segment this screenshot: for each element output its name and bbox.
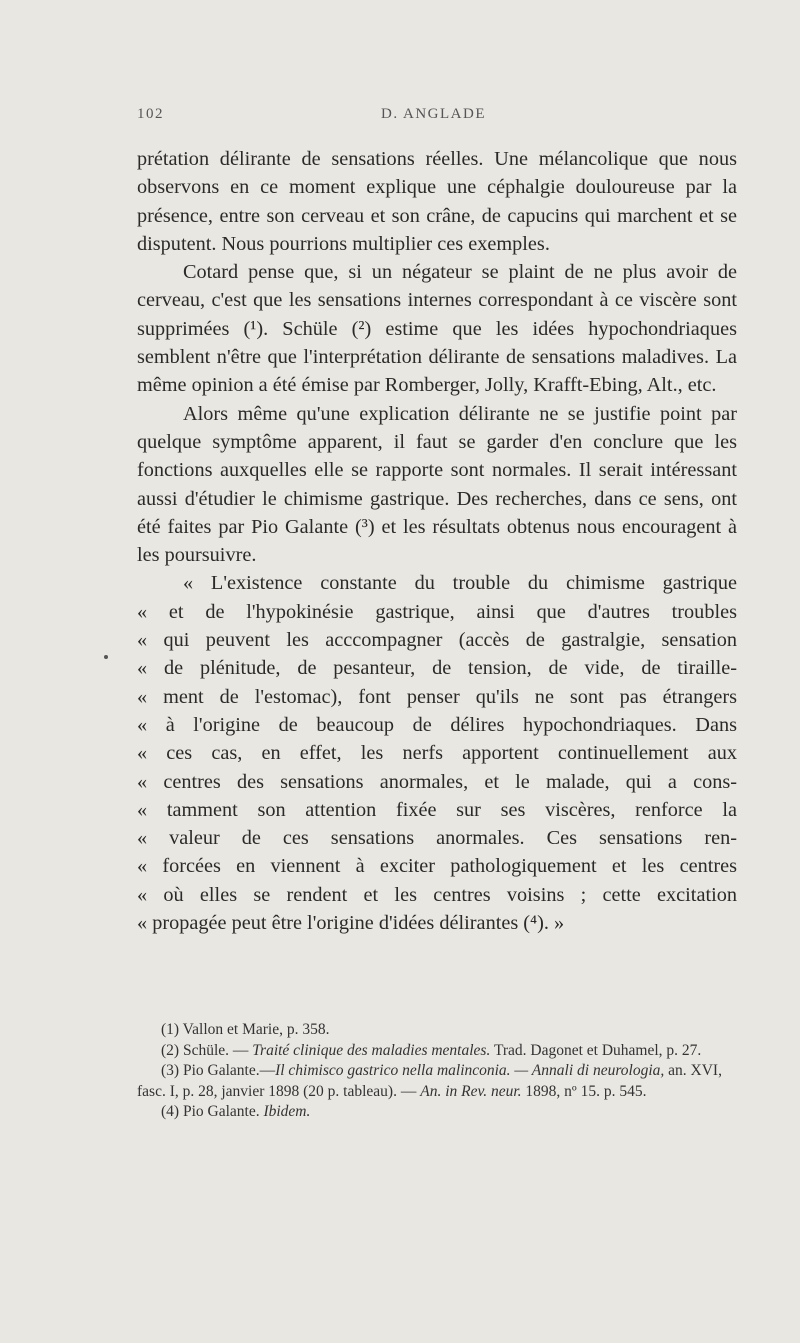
footnote-title: Il chimisco gastrico nella malinconia. — Annali di neurologia, xyxy=(275,1062,665,1079)
quote-line: « tamment son attention fixée sur ses viscères, renforce la xyxy=(137,798,737,821)
quote-line: « propagée peut être l'origine d'idées délirantes (⁴). » xyxy=(137,912,565,935)
footnote-title: Traité clinique des maladies mentales. xyxy=(252,1041,491,1059)
running-head: D. ANGLADE xyxy=(381,106,486,122)
quote-line: « forcées en viennent à exciter pathologiquement et les centres xyxy=(137,855,737,878)
footnote-text: (2) Schüle. — xyxy=(161,1041,253,1059)
body-text xyxy=(137,145,737,937)
quote-line: « centres des sensations anormales, et le malade, qui a cons- xyxy=(137,770,737,793)
footnote-text: 1898, nº 15. p. 545. xyxy=(521,1082,647,1100)
footnote-text: (4) Pio Galante. xyxy=(161,1103,264,1120)
page-number: 102 xyxy=(137,106,164,122)
paper-speck xyxy=(104,655,108,659)
quote-line: « de plénitude, de pesanteur, de tension, de vide, de tiraille- xyxy=(137,657,737,680)
paragraph: prétation délirante de sensations réelles. Une mélancolique que nous observons en ce moment explique une céphalgie douloureuse par la présence, entre son cerveau et son crâne, de capucins qui marchent et se disputent. Nous pourrions multiplier ces exemples. xyxy=(137,148,737,255)
footnote-title: Ibidem. xyxy=(263,1103,311,1120)
paragraph: Cotard pense que, si un négateur se plaint de ne plus avoir de cerveau, c'est que les sensations internes correspondant à ce viscère sont supprimées (¹). Schüle (²) estime que les idées hypochondriaques semblent n'être que l'interprétation délirante de sensations maladives. La même opinion a été émise par Romberger, Jolly, Krafft-Ebing, Alt., etc. xyxy=(137,261,737,397)
page-header xyxy=(137,106,737,126)
footnote-4 xyxy=(137,1102,737,1123)
paragraph: Alors même qu'une explication délirante ne se justifie point par quelque symptôme apparent, il faut se garder d'en conclure que les fonctions auxquelles elle se rapporte sont normales. Il serait intéressant aussi d'étudier le chimisme gastrique. Des recherches, dans ce sens, ont été faites par Pio Galante (³) et les résultats obtenus nous encouragent à les poursuivre. xyxy=(137,402,737,567)
quote-line: « valeur de ces sensations anormales. Ces sensations ren- xyxy=(137,827,737,850)
footnote-1 xyxy=(137,1020,737,1041)
footnotes xyxy=(137,1020,737,1123)
footnote-2 xyxy=(137,1041,737,1062)
quote-line: « L'existence constante du trouble du chimisme gastrique xyxy=(183,572,737,595)
footnote-title: An. in Rev. neur. xyxy=(420,1082,522,1100)
quote-line: « et de l'hypokinésie gastrique, ainsi que d'autres troubles xyxy=(137,600,737,623)
footnote-text: (1) Vallon et Marie, p. 358. xyxy=(161,1021,330,1038)
footnote-text: Trad. Dagonet et Duhamel, p. 27. xyxy=(490,1041,702,1059)
quote-line: « ment de l'estomac), font penser qu'ils ne sont pas étrangers xyxy=(137,685,737,708)
quote-line: « ces cas, en effet, les nerfs apportent continuellement aux xyxy=(137,742,737,765)
footnote-3 xyxy=(137,1061,737,1102)
quote-line: « à l'origine de beaucoup de délires hypochondriaques. Dans xyxy=(137,713,737,736)
footnote-text: an. XVI, fasc. I, p. 28, janvier 1898 (20 p. tableau). — xyxy=(137,1062,722,1100)
quote-line: « où elles se rendent et les centres voisins ; cette excitation xyxy=(137,883,737,906)
block-quote xyxy=(137,569,737,937)
footnote-text: (3) Pio Galante.— xyxy=(161,1062,276,1079)
quote-line: « qui peuvent les acccompagner (accès de gastralgie, sensation xyxy=(137,629,737,652)
